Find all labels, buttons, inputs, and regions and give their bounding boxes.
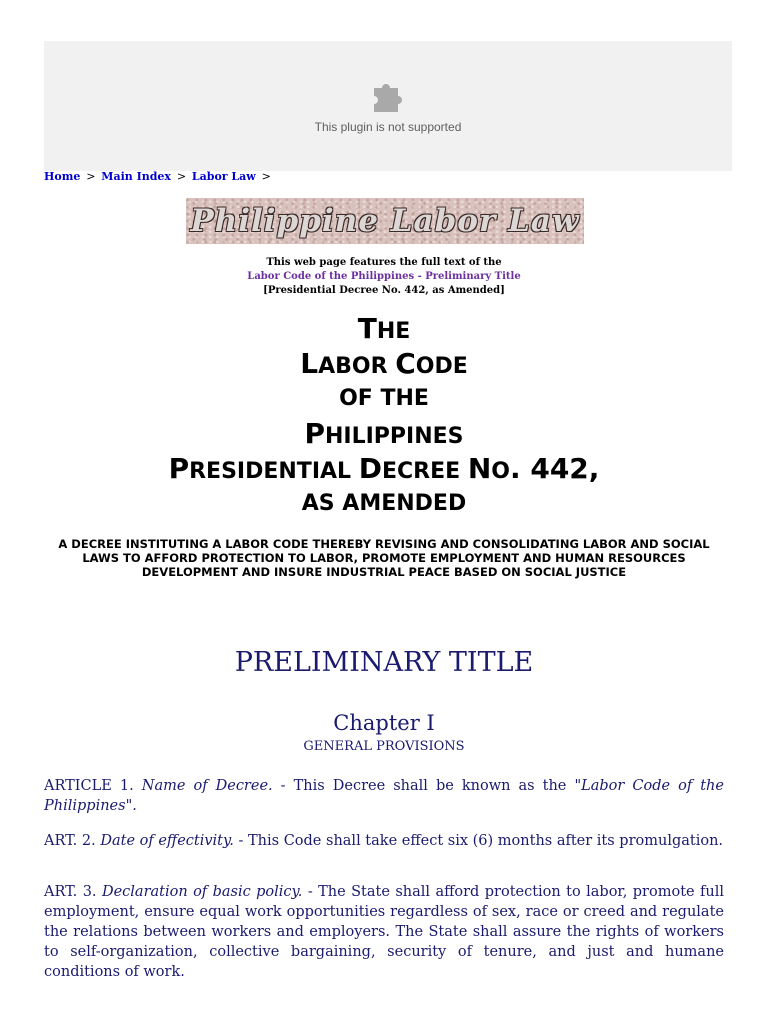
breadcrumb (44, 170, 273, 183)
plugin-message: This plugin is not supported (314, 120, 462, 134)
article-text: - The State shall afford protection to labor, promote full employment, ensure equal work opportunities regardless of sex, race or creed and regulate the relations between workers and employers. The State shall assure the rights of workers to self-organization, collective bargaining, security of tenure, and just and humane conditions of work. (44, 884, 724, 980)
title-line-decree: PRESIDENTIAL DECREE NO. 442, (168, 452, 600, 485)
decree-description: A DECREE INSTITUTING A LABOR CODE THEREBY REVISING AND CONSOLIDATING LABOR AND SOCIAL LAWS TO AFFORD PROTECTION TO LABOR, PROMOTE EMPLOYMENT AND HUMAN RESOURCES DEVELOPMENT AND INSURE INDUSTRIAL PEACE BASED ON SOCIAL JUSTICE (58, 537, 710, 579)
title-line-of-the: OF THE (339, 386, 429, 411)
breadcrumb-main-index-link[interactable]: Main Index (101, 170, 171, 183)
page-title (0, 311, 768, 521)
title-line-philippines: PHILIPPINES (304, 417, 464, 450)
chapter-subheading: GENERAL PROVISIONS (303, 739, 465, 754)
preliminary-title-heading: PRELIMINARY TITLE (234, 647, 534, 678)
title-line-as-amended: AS AMENDED (301, 491, 467, 516)
chapter-heading: Chapter I (333, 711, 435, 735)
site-banner-logo (186, 198, 584, 244)
article-name: Name of Decree. (141, 778, 273, 794)
article-number: ART. 3. (44, 884, 97, 900)
article-name: Date of effectivity. (100, 833, 234, 849)
banner-text: Philippine Labor Law (190, 203, 580, 239)
breadcrumb-separator: > (86, 170, 96, 183)
article-number: ART. 2. (44, 833, 96, 849)
article-number: ARTICLE 1. (44, 778, 134, 794)
puzzle-piece-icon (368, 74, 408, 114)
intro-line: This web page features the full text of the (266, 257, 502, 268)
unsupported-plugin-placeholder (44, 41, 732, 171)
article-3 (44, 882, 724, 982)
intro-decree-note: [Presidential Decree No. 442, as Amended] (263, 285, 505, 296)
page-intro (0, 256, 768, 298)
breadcrumb-home-link[interactable]: Home (44, 170, 81, 183)
title-line-the: THE (357, 312, 411, 345)
breadcrumb-separator: > (261, 170, 271, 183)
article-text: - This Decree shall be known as the (272, 778, 575, 794)
title-line-labor-code: LABOR CODE (300, 347, 468, 380)
article-1 (44, 776, 724, 816)
article-quote: "Labor Code of the Philippines". (44, 778, 724, 814)
article-text: - This Code shall take effect six (6) months after its promulgation. (233, 833, 724, 849)
article-name: Declaration of basic policy. (101, 884, 303, 900)
breadcrumb-separator: > (176, 170, 187, 183)
breadcrumb-labor-law-link[interactable]: Labor Law (191, 170, 256, 183)
article-2 (44, 831, 724, 851)
intro-title-link[interactable]: Labor Code of the Philippines - Preliminary Title (247, 271, 521, 282)
